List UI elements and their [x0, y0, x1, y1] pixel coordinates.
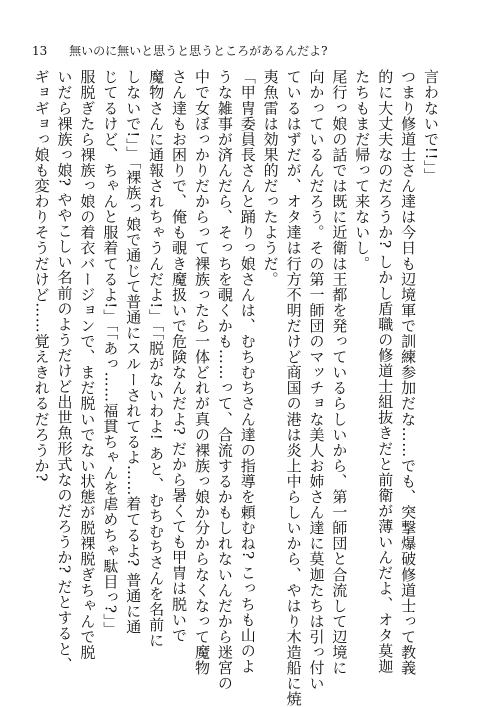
page-header — [32, 44, 328, 58]
page-number: 13 — [32, 44, 48, 58]
text-line: しないで!」」「裸族っ娘で通じて普通にスルーされてるよ……着てるよ? 普通に通 — [124, 69, 143, 635]
text-line: 中で女ぼっかりだからって裸族ったら一体どれが真の裸族っ娘か分からなくなって魔物 — [192, 69, 211, 676]
text-line: ギョギョっ娘も変わりそうだけど……覚えきれるだろうか? — [32, 69, 51, 482]
text-line: 的に大丈夫なのだろうか? しかし盾職の修道士組抜きだと前衛が薄いんだよ、オタ莫迦 — [376, 69, 395, 674]
text-line: 尾行っ娘の話では既に近衛は王都を発っているらしいから、第一師団と合流して辺境に — [330, 69, 349, 676]
text-line: 「甲冑委員長さんと踊りっ娘さんは、むちむちさん達の指導を頼むね? こっちも山のよ — [238, 69, 257, 674]
text-line: 言わないで!!」」 — [422, 69, 440, 184]
text-line: つまり修道士さん達は今日も辺境軍で訓練参加だな……でも、突撃爆破修道士って教義 — [399, 69, 418, 676]
text-line: さん達もお困りで、俺も覗き魔扱いで危険なんだよ? だから暑くても甲冑は脱いで — [170, 69, 189, 643]
text-line: たちもまだ帰って来ないし。 — [353, 69, 372, 272]
vertical-body-text — [30, 69, 442, 707]
text-line: ているはずだが、オタ達は行方不明だけど商国の港は炎上中らしいから、やはり木造船に焼 — [284, 69, 303, 707]
text-line: 魔物さんに通報されちゃうんだよ!」「「脱がないわよ! あと、むちむちさんを名前に — [147, 69, 166, 648]
text-line: 服脱ぎたら裸族っ娘の着衣バージョンで、まだ脱いでない状態が脱裸脱ぎちゃんで脱 — [78, 69, 97, 660]
text-line: いだら裸族っ娘? ややこしい名前のようだけど出世魚形式なのだろうか? だとすると、 — [55, 69, 74, 673]
text-line: うな雑事が済んだら、そっちを覗くかも……って、合流するかもしれないんだから迷宮の — [215, 69, 234, 691]
text-line: じてるけど、ちゃんと服着てるよ!」「「あっ……福貫ちゃんを虐めちゃ駄目っ?」」 — [101, 69, 120, 638]
text-line: 夷魚雷は効果的だったようだ。 — [261, 69, 280, 287]
text-line: 向かっているんだろう。その第一師団のマッチョな美人お姉さん達に莫迦たちは引っ付い — [307, 69, 326, 691]
chapter-title: 無いのに無いと思うと思うところがあるんだよ? — [69, 44, 328, 58]
